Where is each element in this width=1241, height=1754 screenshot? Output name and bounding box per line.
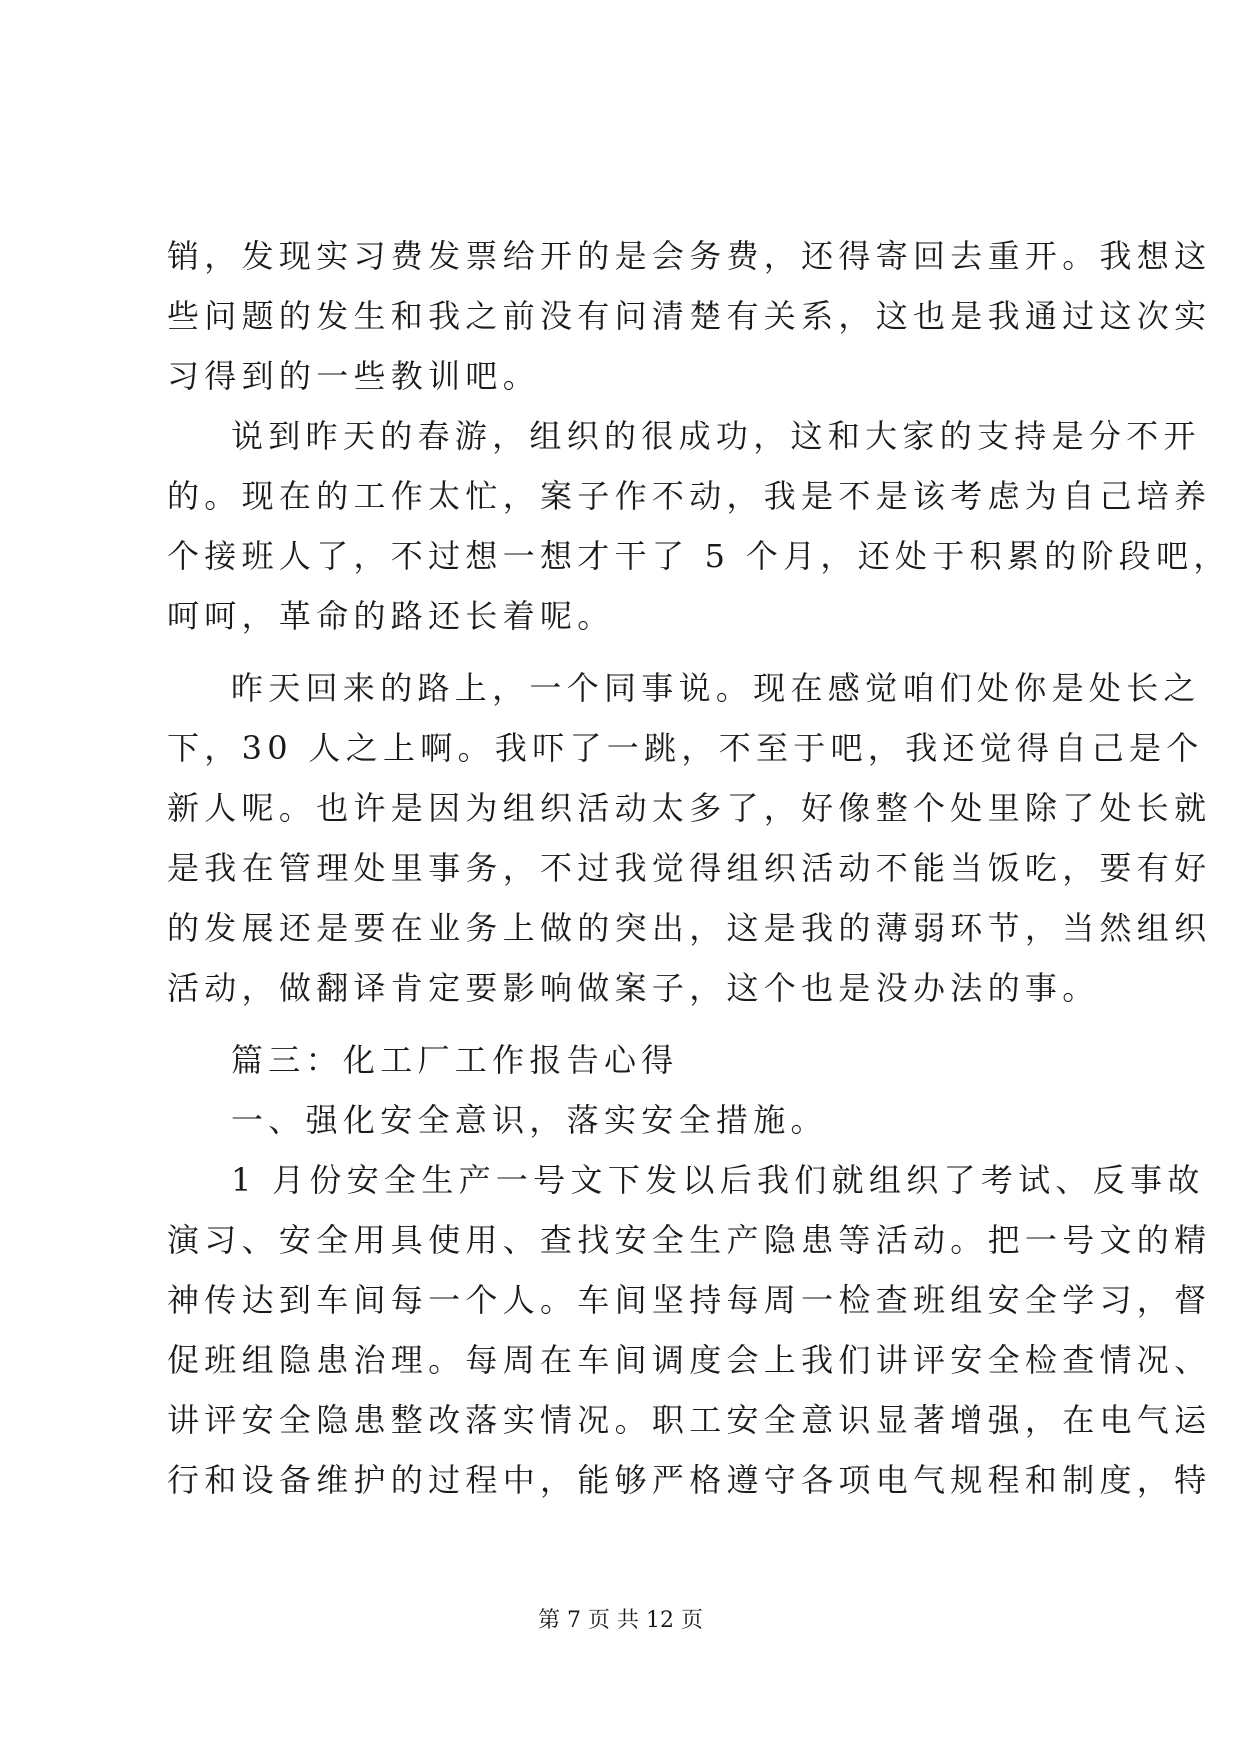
text-line: 新人呢。也许是因为组织活动太多了，好像整个处里除了处长就 [167,789,1212,827]
text-line: 演习、安全用具使用、查找安全生产隐患等活动。把一号文的精 [167,1221,1212,1259]
text-line: 销，发现实习费发票给开的是会务费，还得寄回去重开。我想这 [167,237,1212,275]
text-line: 促班组隐患治理。每周在车间调度会上我们讲评安全检查情况、 [167,1341,1212,1379]
text-line: 呵呵，革命的路还长着呢。 [167,597,615,635]
text-line: 习得到的一些教训吧。 [167,357,541,395]
text-line: 些问题的发生和我之前没有问清楚有关系，这也是我通过这次实 [167,297,1212,335]
text-line: 的。现在的工作太忙，案子作不动，我是不是该考虑为自己培养 [167,477,1212,515]
text-line: 的发展还是要在业务上做的突出，这是我的薄弱环节，当然组织 [167,909,1212,947]
text-line: 神传达到车间每一个人。车间坚持每周一检查班组安全学习，督 [167,1281,1212,1319]
text-line: 个接班人了，不过想一想才干了 5 个月，还处于积累的阶段吧， [167,537,1231,575]
text-line: 是我在管理处里事务，不过我觉得组织活动不能当饭吃，要有好 [167,849,1212,887]
text-line: 行和设备维护的过程中，能够严格遵守各项电气规程和制度，特 [167,1461,1212,1499]
section-heading: 篇三：化工厂工作报告心得 [231,1041,679,1079]
text-line: 活动，做翻译肯定要影响做案子，这个也是没办法的事。 [167,969,1100,1007]
text-line: 讲评安全隐患整改落实情况。职工安全意识显著增强，在电气运 [167,1401,1212,1439]
text-line: 说到昨天的春游，组织的很成功，这和大家的支持是分不开 [231,417,1201,455]
text-line: 下，30 人之上啊。我吓了一跳，不至于吧，我还觉得自己是个 [167,729,1204,767]
text-line: 昨天回来的路上，一个同事说。现在感觉咱们处你是处长之 [231,669,1201,707]
text-line: 1 月份安全生产一号文下发以后我们就组织了考试、反事故 [231,1161,1205,1199]
subheading: 一、强化安全意识，落实安全措施。 [231,1101,828,1139]
page-number-footer: 第 7 页 共 12 页 [538,1608,703,1633]
